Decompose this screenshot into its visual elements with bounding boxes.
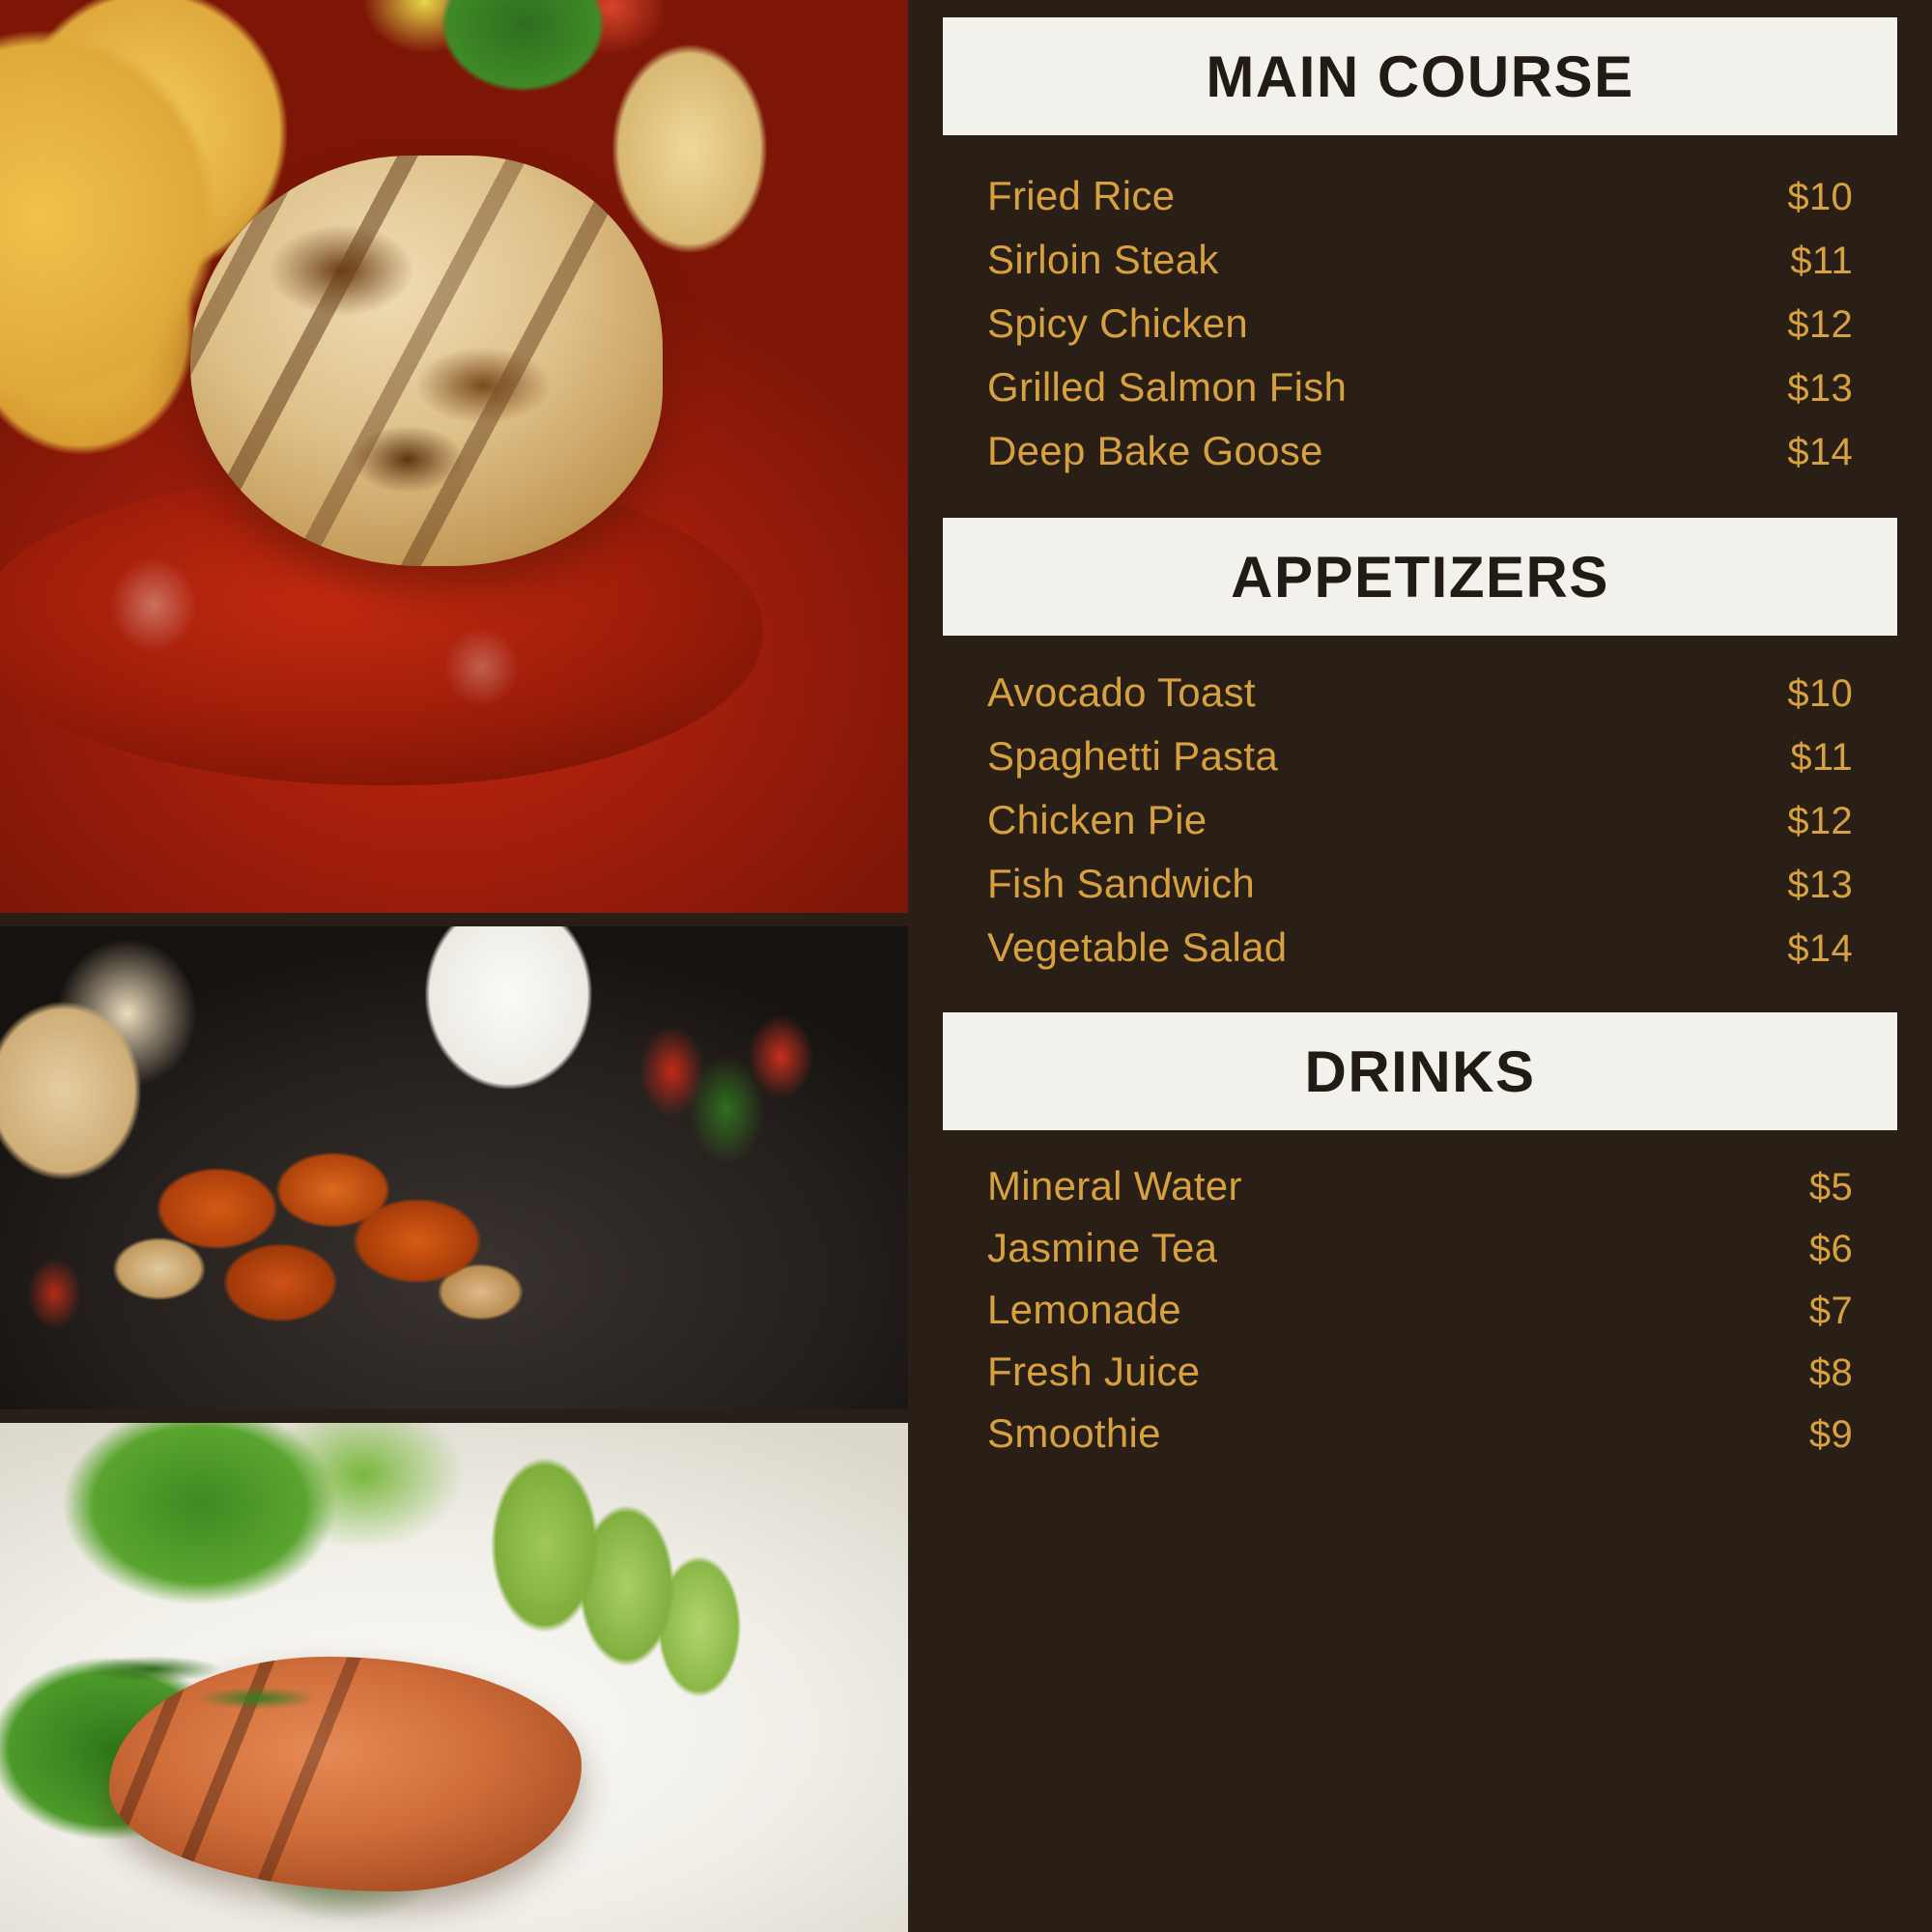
menu-item[interactable] xyxy=(987,164,1853,228)
section-appetizers xyxy=(943,518,1897,980)
menu-item-name: Avocado Toast xyxy=(987,669,1256,715)
menu-item-name: Fish Sandwich xyxy=(987,861,1256,906)
menu-item[interactable] xyxy=(987,724,1853,788)
menu-item-price: $6 xyxy=(1808,1228,1853,1270)
grilled-chicken-with-potatoes-photo xyxy=(0,0,908,913)
menu-item[interactable] xyxy=(987,916,1853,980)
menu-item-price: $10 xyxy=(1787,672,1853,715)
menu-item[interactable] xyxy=(987,852,1853,916)
menu-item-price: $9 xyxy=(1808,1413,1853,1456)
menu-item[interactable] xyxy=(987,788,1853,852)
menu-item-price: $14 xyxy=(1787,927,1853,970)
menu-item[interactable] xyxy=(987,1403,1853,1464)
menu-item[interactable] xyxy=(987,355,1853,419)
photo-divider xyxy=(0,913,908,926)
menu-item-name: Jasmine Tea xyxy=(987,1225,1218,1270)
menu-item-name: Lemonade xyxy=(987,1287,1181,1332)
menu-item[interactable] xyxy=(987,228,1853,292)
food-photo-column xyxy=(0,0,908,1932)
menu-item-name: Spaghetti Pasta xyxy=(987,733,1279,779)
section-header-drinks xyxy=(943,1012,1897,1130)
section-header-appetizers xyxy=(943,518,1897,636)
menu-item-price: $5 xyxy=(1808,1166,1853,1208)
menu-item-name: Vegetable Salad xyxy=(987,924,1288,970)
section-items-appetizers xyxy=(943,636,1897,980)
menu-item[interactable] xyxy=(987,1279,1853,1341)
menu-item-price: $13 xyxy=(1787,864,1853,906)
menu-item-price: $13 xyxy=(1787,367,1853,410)
menu-item-price: $10 xyxy=(1787,176,1853,218)
chicken-wings xyxy=(91,1139,617,1371)
menu-item-price: $12 xyxy=(1787,800,1853,842)
menu-item-name: Mineral Water xyxy=(987,1163,1242,1208)
menu-item-price: $11 xyxy=(1790,240,1853,282)
menu-item[interactable] xyxy=(987,292,1853,355)
section-title: MAIN COURSE xyxy=(1206,43,1634,109)
dill-garnish xyxy=(54,1616,381,1748)
photo-divider xyxy=(0,1409,908,1423)
menu-item-name: Chicken Pie xyxy=(987,797,1208,842)
section-items-drinks xyxy=(943,1130,1897,1464)
menu-item-name: Fresh Juice xyxy=(987,1349,1201,1394)
section-main-course xyxy=(943,17,1897,483)
menu-item-name: Deep Bake Goose xyxy=(987,428,1323,473)
menu-item-price: $8 xyxy=(1808,1351,1853,1394)
menu-item[interactable] xyxy=(987,1341,1853,1403)
grilled-salmon-steak-photo xyxy=(0,1423,908,1932)
menu-item-name: Fried Rice xyxy=(987,173,1176,218)
menu-item-name: Sirloin Steak xyxy=(987,237,1219,282)
menu-list-column xyxy=(908,0,1932,1932)
section-title: DRINKS xyxy=(1304,1038,1536,1104)
menu-item[interactable] xyxy=(987,419,1853,483)
section-header-main-course xyxy=(943,17,1897,135)
menu-item-price: $12 xyxy=(1787,303,1853,346)
menu-item-price: $7 xyxy=(1808,1290,1853,1332)
menu-item[interactable] xyxy=(987,1155,1853,1217)
bbq-chicken-wings-photo xyxy=(0,926,908,1409)
menu-item[interactable] xyxy=(987,661,1853,724)
section-drinks xyxy=(943,1012,1897,1464)
menu-item-name: Grilled Salmon Fish xyxy=(987,364,1348,410)
section-items-main-course xyxy=(943,135,1897,483)
section-title: APPETIZERS xyxy=(1231,544,1609,610)
menu-item-price: $14 xyxy=(1787,431,1853,473)
menu-item-price: $11 xyxy=(1790,736,1853,779)
menu-item-name: Smoothie xyxy=(987,1410,1161,1456)
grilled-chicken-breast xyxy=(190,156,663,566)
menu-item[interactable] xyxy=(987,1217,1853,1279)
menu-item-name: Spicy Chicken xyxy=(987,300,1249,346)
